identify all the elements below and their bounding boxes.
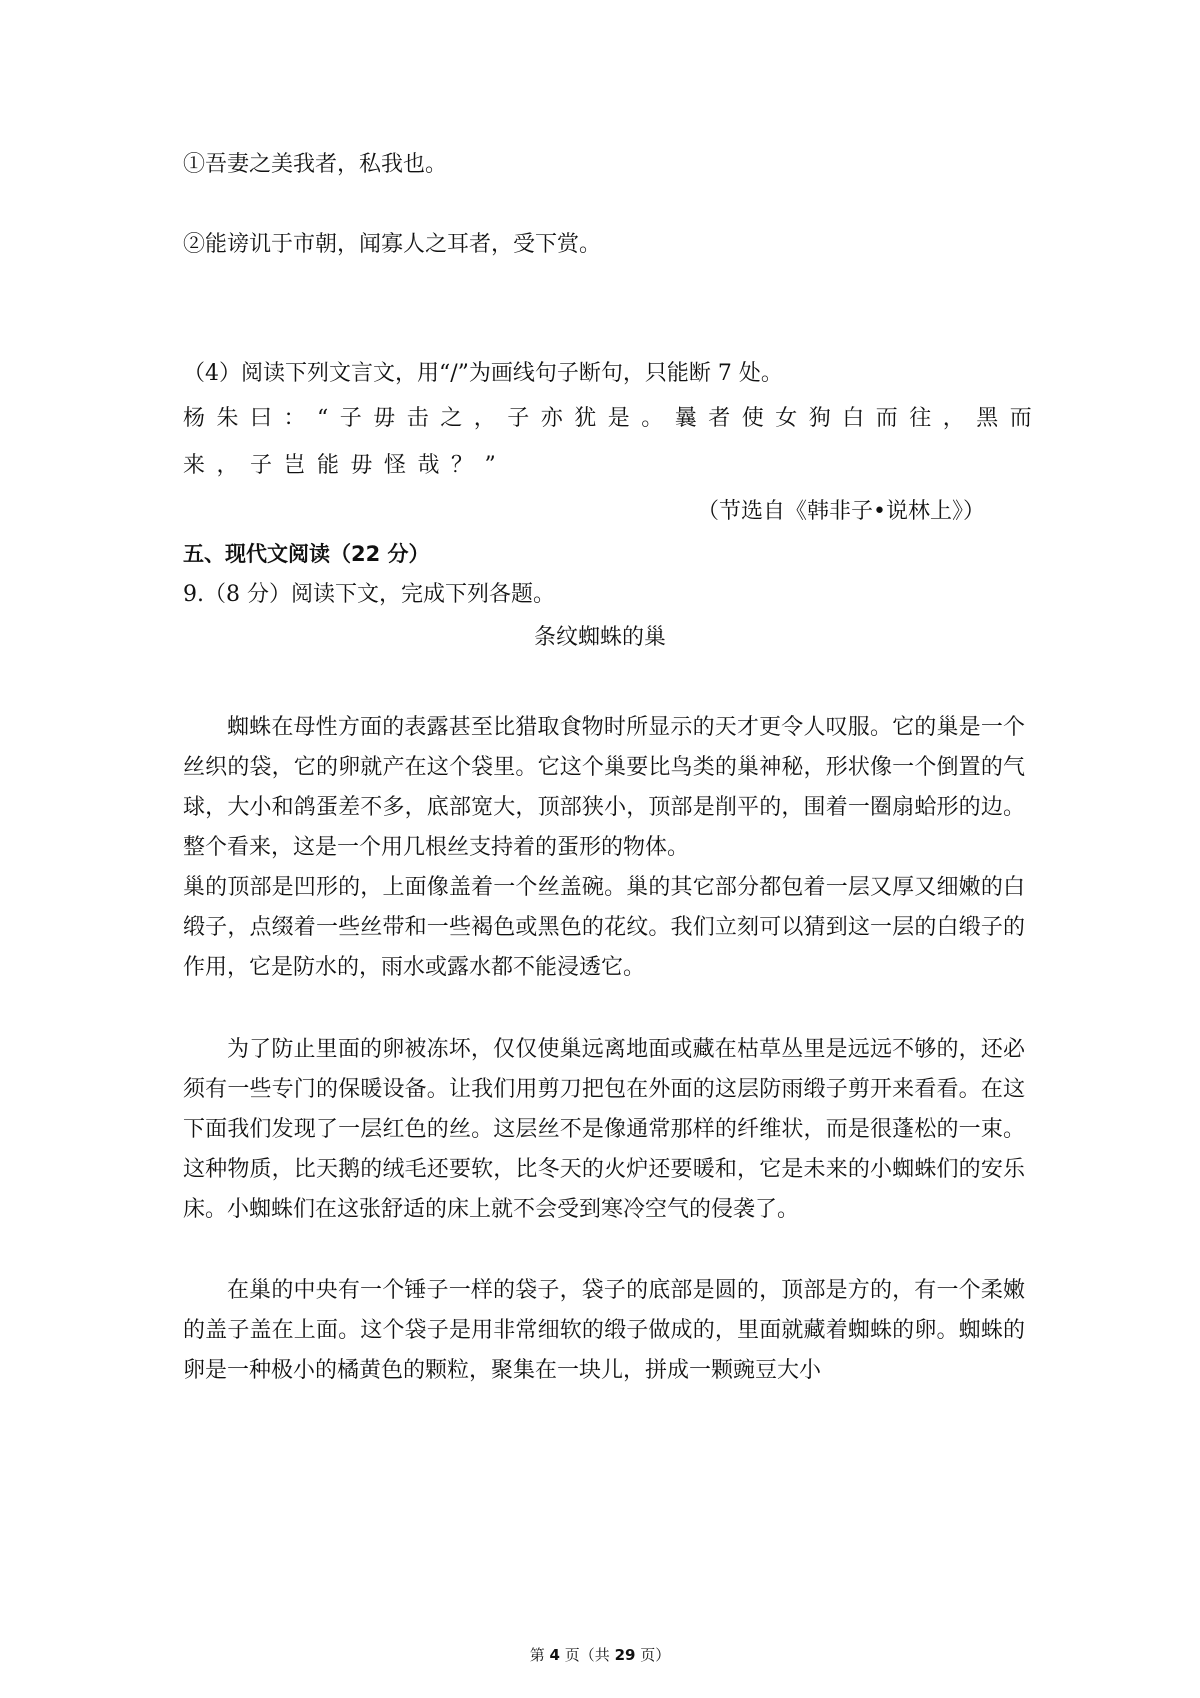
classical-item-1: ①吾妻之美我者，私我也。 [183,152,448,177]
footer-total-pages: 29 [614,1646,636,1664]
classical-passage-line-1: 杨朱曰：“子毋击之，子亦犹是。曩者使女狗白而往，黑而 [183,406,1044,431]
classical-passage-line-2: 来，子岂能毋怪哉？” [183,453,508,478]
page-footer [0,1644,1200,1666]
footer-prefix: 第 [529,1646,545,1664]
article-paragraph-2: 巢的顶部是凹形的，上面像盖着一个丝盖碗。巢的其它部分都包着一层又厚又细嫩的白缎子，点缀着一些丝带和一些褐色或黑色的花纹。我们立刻可以猜到这一层的白缎子的作用，它是防水的，雨水或露水都不能浸透它。 [183,875,1025,980]
question-4-instruction: （4）阅读下列文言文，用“/”为画线句子断句，只能断 7 处。 [183,361,783,386]
section-5-heading: 五、现代文阅读（22 分） [183,542,430,566]
article-paragraph-1: 蜘蛛在母性方面的表露甚至比猎取食物时所显示的天才更令人叹服。它的巢是一个丝织的袋，它的卵就产在这个袋里。它这个巢要比鸟类的巢神秘，形状像一个倒置的气球，大小和鸽蛋差不多，底部宽大，顶部狭小，顶部是削平的，围着一圈扇蛤形的边。整个看来，这是一个用几根丝支持着的蛋形的物体。 [183,715,1025,860]
article-title: 条纹蜘蛛的巢 [533,625,666,650]
passage-source: （节选自《韩非子•说林上》） [697,499,985,524]
footer-middle: 页（共 [564,1646,610,1664]
footer-page-number: 4 [549,1646,560,1664]
article-paragraph-4: 在巢的中央有一个锤子一样的袋子，袋子的底部是圆的，顶部是方的，有一个柔嫩的盖子盖在上面。这个袋子是用非常细软的缎子做成的，里面就藏着蜘蛛的卵。蜘蛛的卵是一种极小的橘黄色的颗粒，聚集在一块儿，拼成一颗豌豆大小 [183,1278,1025,1383]
question-9-instruction: 9.（8 分）阅读下文，完成下列各题。 [183,582,555,607]
article-paragraph-3: 为了防止里面的卵被冻坏，仅仅使巢远离地面或藏在枯草丛里是远远不够的，还必须有一些专门的保暖设备。让我们用剪刀把包在外面的这层防雨缎子剪开来看看。在这下面我们发现了一层红色的丝。这层丝不是像通常那样的纤维状，而是很蓬松的一束。这种物质，比天鹅的绒毛还要软，比冬天的火炉还要暖和，它是未来的小蜘蛛们的安乐床。小蜘蛛们在这张舒适的床上就不会受到寒冷空气的侵袭了。 [183,1037,1025,1222]
classical-item-2: ②能谤讥于市朝，闻寡人之耳者，受下赏。 [183,232,602,257]
footer-suffix: 页） [640,1646,671,1664]
